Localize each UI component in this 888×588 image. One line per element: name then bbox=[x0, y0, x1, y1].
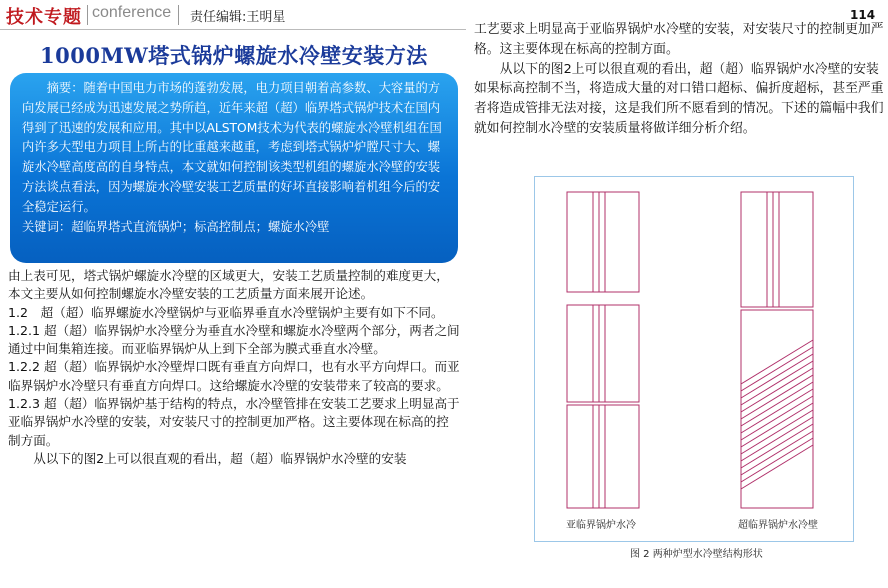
spiral-tube bbox=[741, 361, 813, 405]
figure-label-subcritical: 亚临界锅炉水冷 bbox=[566, 520, 636, 531]
spiral-tube bbox=[741, 431, 813, 475]
spiral-tube bbox=[741, 340, 813, 384]
waterwall-section bbox=[567, 192, 639, 292]
paragraph: 由上表可见，塔式锅炉螺旋水冷壁的区域更大，安装工艺质量控制的难度更大，本文主要从如何控制螺旋水冷壁安装的工艺质量方面来展开论述。 bbox=[8, 268, 449, 302]
spiral-tube bbox=[741, 347, 813, 391]
spiral-tube bbox=[741, 445, 813, 489]
section-brand: 技术专题 bbox=[6, 7, 82, 28]
paragraph: 1.2 超（超）临界螺旋水冷壁锅炉与亚临界垂直水冷壁锅炉主要有如下不同。 bbox=[8, 304, 444, 320]
spiral-tube bbox=[741, 389, 813, 433]
article-title: 1000MW塔式锅炉螺旋水冷壁安装方法 bbox=[40, 43, 428, 68]
spiral-tube bbox=[741, 375, 813, 419]
paragraph: 从以下的图2上可以很直观的看出，超（超）临界锅炉水冷壁的安装 bbox=[33, 450, 407, 466]
abstract-text: 摘要：随着中国电力市场的蓬勃发展，电力项目朝着高参数、大容量的方向发展已经成为迅速发展之势所趋，近年来超（超）临界塔式锅炉技术在国内得到了迅速的发展和应用。其中以ALSTOM技术为代表的螺旋水冷壁机组在国内许多大型电力项目上所占的比重越来越重，考虑到塔式锅炉炉膛尺寸大、螺旋水冷壁高度高的自身特点，本文就如何控制该类型机组的螺旋水冷壁的安装方法谈点看法，因为螺旋水冷壁安装工艺质量的好坏直接影响着机组今后的安全稳定运行。 bbox=[22, 81, 442, 214]
waterwall-section bbox=[567, 405, 639, 508]
spiral-tube bbox=[741, 396, 813, 440]
subcritical-waterwall-drawing bbox=[567, 192, 639, 508]
right-column bbox=[474, 20, 884, 139]
waterwall-section bbox=[567, 305, 639, 402]
paragraph: 1.2.1 超（超）临界锅炉水冷壁分为垂直水冷壁和螺旋水冷壁两个部分，两者之间通过中间集箱连接。而亚临界锅炉从上到下全部为膜式垂直水冷壁。 bbox=[8, 322, 460, 357]
figure-label-supercritical: 超临界锅炉水冷壁 bbox=[738, 520, 818, 531]
page-number: 114 bbox=[850, 8, 876, 22]
header-rule bbox=[0, 29, 466, 30]
page-header bbox=[0, 0, 470, 30]
figure-2 bbox=[534, 176, 854, 542]
spiral-waterwall-section bbox=[741, 310, 813, 508]
figure-caption: 图 2 两种炉型水冷壁结构形状 bbox=[630, 549, 763, 560]
spiral-tube bbox=[741, 410, 813, 454]
paragraph: 从以下的图2上可以很直观的看出，超（超）临界锅炉水冷壁的安装如果标高控制不当，将造成大量的对口错口超标、偏折度超标，甚至严重者将造成管排无法对接，这是我们所不愿看到的情况。下述的篇幅中我们就如何控制水冷壁的安装质量将做详细分析介绍。 bbox=[474, 61, 884, 136]
spiral-tube bbox=[741, 424, 813, 468]
keywords: 关键词：超临界塔式直流锅炉；标高控制点；螺旋水冷壁 bbox=[22, 219, 330, 234]
spiral-tube bbox=[741, 417, 813, 461]
paragraph: 1.2.2 超（超）临界锅炉水冷壁焊口既有垂直方向焊口，也有水平方向焊口。而亚临界锅炉水冷壁只有垂直方向焊口。这给螺旋水冷壁的安装带来了较高的要求。 bbox=[8, 359, 460, 393]
spiral-tube bbox=[741, 354, 813, 398]
spiral-tube bbox=[741, 382, 813, 426]
section-brand-english: conference bbox=[92, 4, 172, 21]
waterwall-diagram bbox=[535, 177, 853, 541]
spiral-tube bbox=[741, 438, 813, 482]
supercritical-waterwall-drawing bbox=[741, 192, 813, 508]
spiral-tube bbox=[741, 368, 813, 412]
header-divider bbox=[87, 5, 88, 25]
left-column bbox=[8, 267, 460, 468]
paragraph: 1.2.3 超（超）临界锅炉基于结构的特点，水冷壁管排在安装工艺要求上明显高于亚临界锅炉水冷壁的安装，对安装尺寸的控制更加严格。这主要体现在标高的控制方面。 bbox=[8, 396, 460, 448]
responsible-editor: 责任编辑:王明星 bbox=[190, 10, 286, 25]
paragraph: 工艺要求上明显高于亚临界锅炉水冷壁的安装，对安装尺寸的控制更加严格。这主要体现在标高的控制方面。 bbox=[474, 22, 884, 57]
vertical-waterwall-section bbox=[741, 192, 813, 307]
spiral-tube bbox=[741, 403, 813, 447]
header-divider bbox=[178, 5, 179, 25]
abstract-box bbox=[10, 73, 458, 263]
